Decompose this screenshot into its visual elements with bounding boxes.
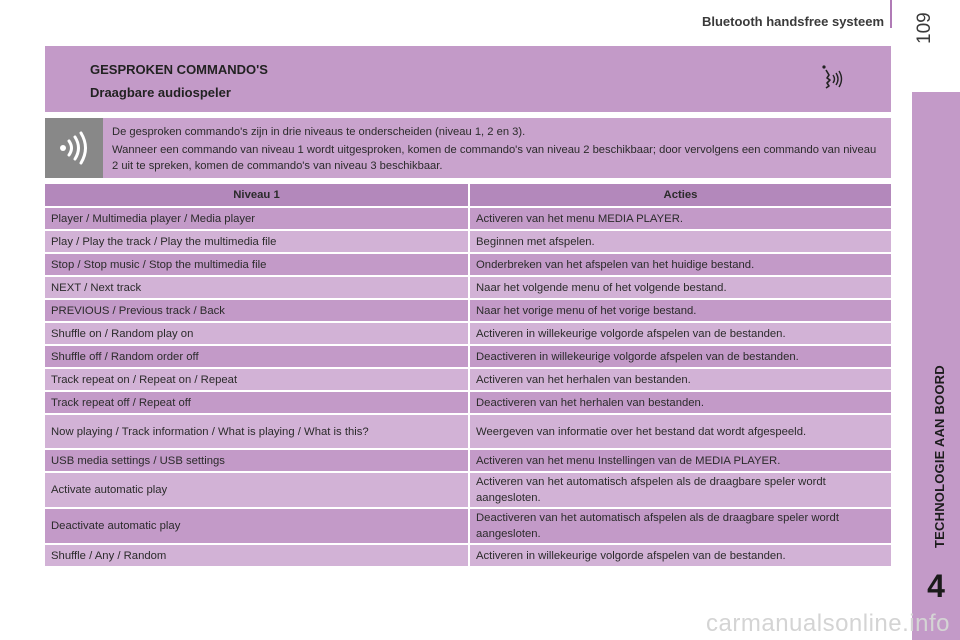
action-cell: Activeren van het menu MEDIA PLAYER.: [470, 208, 891, 231]
page-number: 109: [914, 12, 935, 44]
sound-waves-icon: [57, 131, 91, 165]
command-cell: Deactivate automatic play: [45, 509, 470, 545]
action-cell: Weergeven van informatie over het bestand dat wordt afgespeeld.: [470, 415, 891, 450]
action-cell: Beginnen met afspelen.: [470, 231, 891, 254]
info-line-1: De gesproken commando's zijn in drie niveaus te onderscheiden (niveau 1, 2 en 3).: [112, 126, 526, 138]
table-row: [45, 323, 891, 346]
command-cell: Track repeat off / Repeat off: [45, 392, 470, 415]
table-row: [45, 300, 891, 323]
table-row: [45, 254, 891, 277]
section-subtitle: Draagbare audiospeler: [90, 85, 231, 100]
table-row: [45, 545, 891, 568]
table-row: [45, 473, 891, 509]
info-line-2: Wanneer een commando van niveau 1 wordt uitgesproken, komen de commando's van niveau 2 beschikbaar; door vervolgens een commando van niveau 2 uit te spreken, komen de commando's van niveau 3 beschikbaar.: [112, 144, 877, 172]
table-row: [45, 277, 891, 300]
table-row: [45, 392, 891, 415]
column-header-actions: Acties: [470, 184, 891, 208]
command-cell: Track repeat on / Repeat on / Repeat: [45, 369, 470, 392]
action-cell: Deactiveren van het automatisch afspelen als de draagbare speler wordt aangesloten.: [470, 509, 891, 545]
action-cell: Activeren van het automatisch afspelen als de draagbare speler wordt aangesloten.: [470, 473, 891, 509]
table-row: [45, 231, 891, 254]
chapter-number: 4: [927, 567, 945, 604]
action-cell: Activeren in willekeurige volgorde afspelen van de bestanden.: [470, 323, 891, 346]
command-cell: PREVIOUS / Previous track / Back: [45, 300, 470, 323]
column-header-level: Niveau 1: [45, 184, 470, 208]
table-row: [45, 450, 891, 473]
command-cell: Activate automatic play: [45, 473, 470, 509]
action-cell: Deactiveren in willekeurige volgorde afspelen van de bestanden.: [470, 346, 891, 369]
table-row: [45, 509, 891, 545]
info-icon-container: [45, 118, 103, 178]
table-row: [45, 415, 891, 450]
command-cell: NEXT / Next track: [45, 277, 470, 300]
action-cell: Onderbreken van het afspelen van het huidige bestand.: [470, 254, 891, 277]
command-cell: Player / Multimedia player / Media player: [45, 208, 470, 231]
table-row: [45, 208, 891, 231]
command-cell: USB media settings / USB settings: [45, 450, 470, 473]
command-cell: Shuffle / Any / Random: [45, 545, 470, 568]
voice-command-icon: [818, 64, 846, 94]
action-cell: Activeren van het herhalen van bestanden.: [470, 369, 891, 392]
section-header: [45, 46, 891, 112]
action-cell: Activeren in willekeurige volgorde afspelen van de bestanden.: [470, 545, 891, 568]
command-cell: Shuffle on / Random play on: [45, 323, 470, 346]
watermark: carmanualsonline.info: [706, 610, 950, 637]
info-box: [45, 118, 891, 178]
table-row: [45, 346, 891, 369]
chapter-tab-label: TECHNOLOGIE AAN BOORD: [932, 365, 947, 548]
header-divider: [890, 0, 892, 28]
command-cell: Shuffle off / Random order off: [45, 346, 470, 369]
table-header-row: [45, 184, 891, 208]
action-cell: Naar het vorige menu of het vorige bestand.: [470, 300, 891, 323]
command-cell: Stop / Stop music / Stop the multimedia file: [45, 254, 470, 277]
command-cell: Now playing / Track information / What is playing / What is this?: [45, 415, 470, 450]
table-row: [45, 369, 891, 392]
commands-table: [45, 184, 891, 568]
info-text: [112, 124, 882, 176]
action-cell: Activeren van het menu Instellingen van de MEDIA PLAYER.: [470, 450, 891, 473]
command-cell: Play / Play the track / Play the multimedia file: [45, 231, 470, 254]
action-cell: Naar het volgende menu of het volgende bestand.: [470, 277, 891, 300]
action-cell: Deactiveren van het herhalen van bestanden.: [470, 392, 891, 415]
section-title: GESPROKEN COMMANDO'S: [90, 62, 268, 77]
header-title: Bluetooth handsfree systeem: [701, 14, 884, 29]
